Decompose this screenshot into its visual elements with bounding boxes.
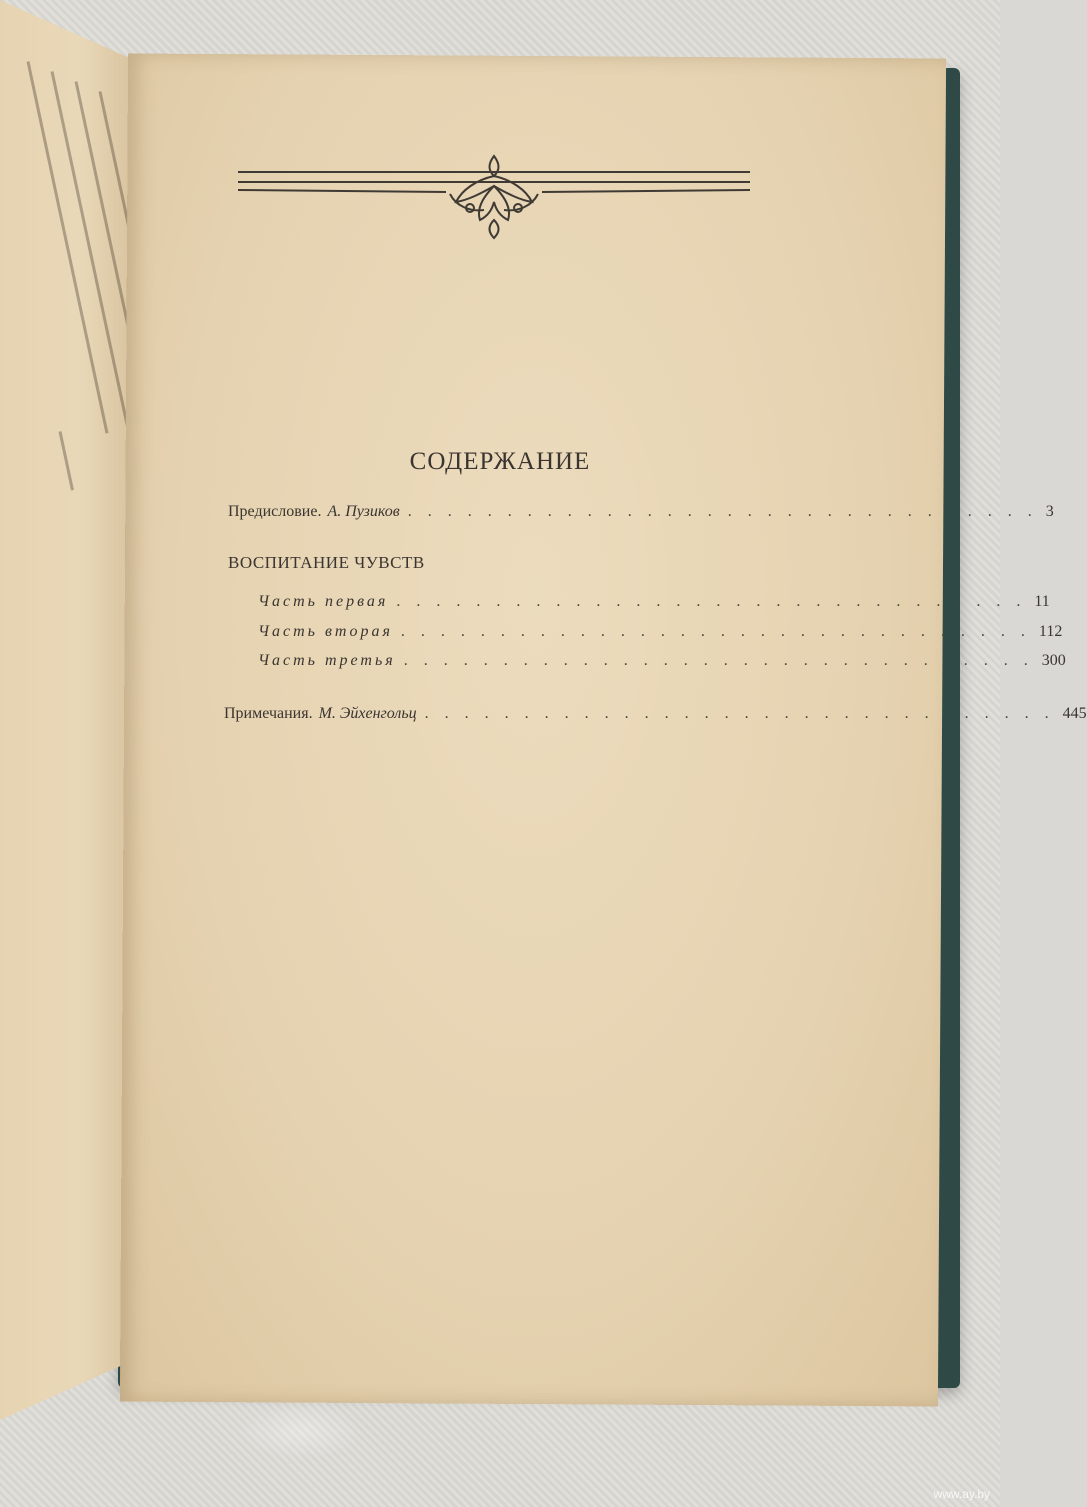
toc-entry-page: 11 bbox=[1034, 593, 1050, 610]
toc-entry-label: Часть третья bbox=[258, 652, 396, 669]
toc-entry-label: Предисловие. bbox=[228, 503, 322, 520]
toc-entry-preface bbox=[228, 503, 1054, 521]
toc-entry-page: 3 bbox=[1045, 503, 1054, 520]
toc-leader-dots: . . . . . . . . . . . . . . . . . . . . . . . . . . . . . . . . bbox=[407, 503, 1038, 520]
toc-section-title: ВОСПИТАНИЕ ЧУВСТВ bbox=[228, 553, 425, 572]
toc-leader-dots: . . . . . . . . . . . . . . . . . . . . . . . . . . . . . . . . bbox=[400, 623, 1031, 640]
watermark: www.ay.by bbox=[933, 1487, 990, 1501]
toc-heading: СОДЕРЖАНИЕ bbox=[409, 448, 591, 475]
toc-entry-label: Часть первая bbox=[258, 593, 389, 610]
right-page bbox=[120, 54, 946, 1407]
toc-entry-notes bbox=[224, 705, 1087, 723]
toc-leader-dots: . . . . . . . . . . . . . . . . . . . . . . . . . . . . . . . . bbox=[424, 705, 1055, 722]
toc-entry-part bbox=[258, 623, 1063, 641]
toc-entry-label: Часть вторая bbox=[258, 623, 393, 640]
toc-leader-dots: . . . . . . . . . . . . . . . . . . . . . . . . . . . . . . . . bbox=[403, 652, 1034, 669]
toc-entry-part bbox=[258, 652, 1066, 670]
left-page-text-line bbox=[27, 61, 109, 433]
toc-leader-dots: . . . . . . . . . . . . . . . . . . . . . . . . . . . . . . . . bbox=[396, 593, 1027, 610]
toc-entry-author: М. Эйхенгольц bbox=[318, 705, 417, 722]
left-page-text-line bbox=[51, 71, 133, 443]
toc-entry-page: 445 bbox=[1062, 705, 1087, 722]
toc-entry-page: 112 bbox=[1038, 623, 1063, 640]
decorative-ornament bbox=[236, 150, 752, 242]
left-page-text-line bbox=[59, 431, 74, 490]
toc-entry-label: Примечания. bbox=[224, 705, 313, 722]
toc-entry-author: А. Пузиков bbox=[327, 503, 400, 520]
toc-entry-page: 300 bbox=[1041, 652, 1066, 669]
toc-entry-part bbox=[258, 593, 1050, 611]
left-page bbox=[0, 0, 134, 1420]
